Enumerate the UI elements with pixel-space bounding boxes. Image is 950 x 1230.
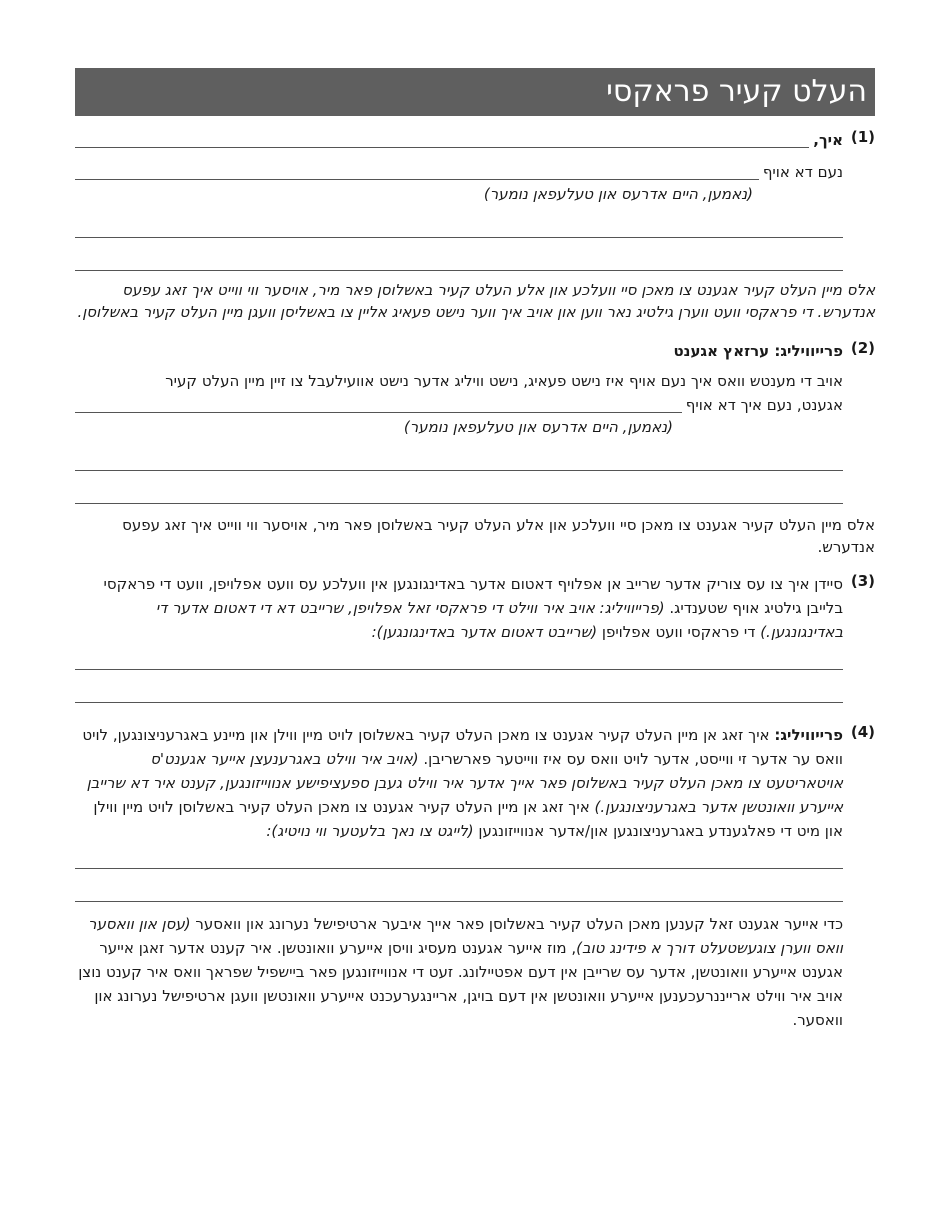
section-3 bbox=[75, 572, 875, 703]
section-2-paragraph: אלס מיין העלט קעיר אגענט צו מאכן סיי וועלכע און אלע העלט קעיר באשלוסן פאר מיר, אויסער ווי ווייט איך זאג עפעס אנדערש. bbox=[122, 516, 875, 556]
label-i: איך, bbox=[813, 131, 843, 149]
section-number: (1) bbox=[850, 128, 875, 146]
agent-name-field[interactable] bbox=[75, 161, 759, 180]
agent-name-row bbox=[75, 160, 843, 184]
section-number: (2) bbox=[850, 339, 875, 357]
instructions-line-2[interactable] bbox=[75, 900, 843, 902]
alternate-agent-field[interactable] bbox=[75, 394, 682, 413]
section-3-text-d: (שרייבט דאטום אדער באדינגונגען): bbox=[371, 623, 598, 641]
section-number: (3) bbox=[850, 572, 875, 590]
section-1-paragraph: אלס מיין העלט קעיר אגענט צו מאכן סיי וועלכע און אלע העלט קעיר באשלוסן פאר מיר, אויסער ווי ווייט איך זאג עפעס אנדערש. די פראקסי וועט ווערן גילטיג נאר ווען און אויב איך ווער נישט פעאיג אליין צו באשליסן וועגן מיין העלט קעיר באשלוסן. bbox=[77, 281, 875, 321]
nutrition-text-b: (עסן און וואסער וואס ווערן צוגעשטעלט דורך א פידינג טוב) bbox=[88, 915, 843, 957]
section-4 bbox=[75, 723, 875, 902]
alternate-field-hint: (נאמען, היים אדרעס און טעלעפאן נומער) bbox=[403, 418, 673, 436]
section-4-text bbox=[75, 723, 843, 843]
expiration-line-1[interactable] bbox=[75, 668, 843, 670]
section-2 bbox=[75, 339, 875, 558]
section-2-line-1: אויב די מענטש וואס איך נעם אויף איז נישט פעאיג, נישט וויליג אדער נישט אוועילעבל צו זיין מיין העלט קעיר bbox=[165, 372, 843, 390]
principal-name-row bbox=[75, 128, 843, 152]
section-4-text-a: איך זאג אן מיין העלט קעיר אגענט צו מאכן העלט קעיר באשלוסן לויט מיין ווילן און מיינע באגרעניצונגען, לויט וואס ער אדער זי ווייסט, אדער לויט וואס עס איז ווייטער פארשריבן. bbox=[82, 726, 843, 768]
section-4-title: פרייוויליג: bbox=[774, 726, 843, 744]
alternate-agent-row bbox=[75, 393, 843, 417]
agent-field-hint: (נאמען, היים אדרעס און טעלעפאן נומער) bbox=[483, 185, 753, 203]
section-3-text-a: סיידן איך צו עס צוריק אדער שרייב אן אפלויף דאטום אדער באדינגונגען אין וועלכע עס וועט אפלויפן, וועט די פראקסי בלייבן גילטיג אויף שטענדיג. bbox=[103, 575, 843, 617]
page-title: העלט קעיר פראקסי bbox=[75, 68, 875, 116]
section-4-text-b: (אויב איר ווילט באגרענעצן אייער אגענט'ס אויטאריטעט צו מאכן העלט קעיר באשלוסן פאר אייך אדער איר ווילט געבן ספעציפישע אנווייזונגען, קענט איר דא שרייבן אייערע וואונטשן אדער באגרעניצונגען.) bbox=[86, 750, 843, 816]
section-1 bbox=[75, 128, 875, 323]
section-4-text-c: איך זאג אן מיין העלט קעיר אגענט צו מאכן העלט קעיר באשלוסן לויט מיין ווילן און מיט די פאלגענדע באגרעניצונגען און/אדער אנווייזונגען bbox=[93, 798, 843, 840]
section-number: (4) bbox=[850, 723, 875, 741]
principal-name-field[interactable] bbox=[75, 129, 809, 148]
agent-address-line-1[interactable] bbox=[75, 236, 843, 238]
section-3-text-b: (פרייוויליג: אויב איר ווילט די פראקסי זאל אפלויפן, שרייבט דא די דאטום אדער די באדינגונגען.) bbox=[155, 599, 843, 641]
agent-address-line-2[interactable] bbox=[75, 269, 843, 271]
alternate-address-line-2[interactable] bbox=[75, 502, 843, 504]
section-3-text bbox=[75, 572, 843, 644]
nutrition-text-a: כדי אייער אגענט זאל קענען מאכן העלט קעיר באשלוסן פאר אייך איבער ארטיפישל נערונג און וואסער bbox=[195, 915, 843, 933]
nutrition-paragraph bbox=[75, 912, 843, 1032]
section-4-text-d: (לייגט צו נאך בלעטער ווי נויטיג): bbox=[266, 822, 474, 840]
form-page bbox=[75, 68, 875, 1032]
nutrition-text-c: , מוז אייער אגענט מעסיג וויסן אייערע וואונטשן. איר קענט אדער זאגן אייער אגענט אייערע וואונטשן, אדער עס שרייבן אין דעם אפטיילונג. זעט די אנווייזונגען פאר ביישפיל שפראך וואס איר קענט נוצן אויב איר ווילט ארייננרעכענען אייערע וואונטשן אין דעם בויגן, אריינגערעכנט אייערע וואונטשן וועגן ארטיפישל נערונג און וואסער. bbox=[78, 939, 843, 1029]
section-2-title: פרייוויליג: ערזאץ אגענט bbox=[673, 342, 843, 360]
expiration-line-2[interactable] bbox=[75, 701, 843, 703]
label-name-as: נעם דא אויף bbox=[762, 163, 843, 181]
instructions-line-1[interactable] bbox=[75, 867, 843, 869]
nutrition-note bbox=[75, 912, 875, 1032]
alternate-address-line-1[interactable] bbox=[75, 469, 843, 471]
label-name-as-alt: אגענט, נעם איך דא אויף bbox=[685, 396, 843, 414]
section-3-text-c: די פראקסי וועט אפלויפן bbox=[601, 623, 756, 641]
